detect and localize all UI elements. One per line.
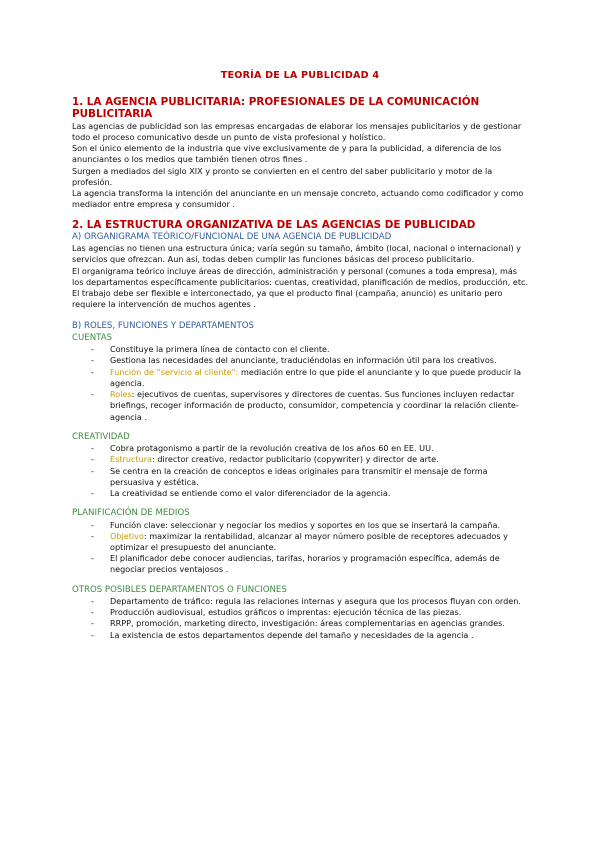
- list-item: - Cobra protagonismo a partir de la revolución creativa de los años 60 en EE. UU.: [91, 443, 434, 454]
- otros-heading: OTROS POSIBLES DEPARTAMENTOS O FUNCIONES: [72, 584, 287, 595]
- list-item: - Constituye la primera línea de contacto con el cliente.: [91, 344, 330, 355]
- paragraph: Son el único elemento de la industria que vive exclusivamente de y para la publicidad, a diferencia de los anunciantes o los medios que también tienen otros fines .: [72, 143, 502, 165]
- list-item: - Departamento de tráfico: regula las relaciones internas y asegura que los procesos fluyan con orden.: [91, 595, 521, 606]
- paragraph: Surgen a mediados del siglo XIX y pronto se convierten en el centro del saber publicitario y motor de la profesión.: [72, 165, 493, 187]
- cuentas-heading: CUENTAS: [72, 332, 113, 343]
- list-item: - Estructura: director creativo, redactor publicitario (copywriter) y director de arte.: [91, 454, 439, 465]
- cuentas-list: [72, 344, 530, 422]
- list-item: - Producción audiovisual, estudios gráficos o imprentas: ejecución técnica de las piezas.: [91, 607, 462, 618]
- list-item: - Roles: ejecutivos de cuentas, supervisores y directores de cuentas. Sus funciones incluyen redactar briefings, recoger información de producto, consumidor, competencia y coordinar la relación cliente-agencia .: [91, 389, 519, 422]
- list-item: - El planificador debe conocer audiencias, tarifas, horarios y programación específica, además de negociar precios ventajosos .: [91, 553, 500, 575]
- list-item: - La creatividad se entiende como el valor diferenciador de la agencia.: [91, 487, 391, 498]
- section-2-heading: 2. LA ESTRUCTURA ORGANIZATIVA DE LAS AGENCIAS DE PUBLICIDAD: [72, 219, 476, 232]
- list-item: - Función clave: seleccionar y negociar los medios y soportes en los que se insertará la campaña.: [91, 519, 501, 530]
- creatividad-list: [72, 443, 530, 499]
- document-title: TEORÍA DE LA PUBLICIDAD 4: [220, 70, 380, 81]
- list-item: - Gestiona las necesidades del anunciante, traduciéndolas en información útil para los creativos.: [91, 355, 497, 366]
- list-item: - Función de “servicio al cliente”: mediación entre lo que pide el anunciante y lo que puede producir la agencia.: [91, 366, 522, 388]
- creatividad-heading: CREATIVIDAD: [72, 431, 130, 442]
- otros-list: [72, 596, 530, 641]
- section-1-heading: 1. LA AGENCIA PUBLICITARIA: PROFESIONALES DE LA COMUNICACIÓN PUBLICITARIA: [72, 96, 480, 121]
- paragraph: Las agencias de publicidad son las empresas encargadas de elaborar los mensajes publicitarios y de gestionar todo el proceso comunicativo desde un punto de vista profesional y holístico.: [72, 120, 522, 143]
- subsection-b-heading: B) ROLES, FUNCIONES Y DEPARTAMENTOS: [72, 321, 254, 332]
- list-item: - Objetivo: maximizar la rentabilidad, alcanzar al mayor número posible de receptores adecuados y optimizar el presupuesto del anunciante.: [91, 530, 508, 552]
- paragraph: El trabajo debe ser flexible e interconectado, ya que el producto final (campaña, anuncio) es unitario pero requiere la intervención de muchos agentes .: [72, 288, 503, 310]
- list-item: - Se centra en la creación de conceptos e ideas originales para transmitir el mensaje de forma persuasiva y estética.: [91, 465, 488, 487]
- medios-list: [72, 520, 530, 576]
- list-item: - La existencia de estos departamentos depende del tamaño y necesidades de la agencia .: [91, 629, 474, 640]
- document-body: [72, 96, 530, 641]
- paragraph: La agencia transforma la intención del anunciante en un mensaje concreto, actuando como codificador y como mediador entre empresa y consumidor .: [72, 188, 524, 210]
- paragraph: El organigrama teórico incluye áreas de dirección, administración y personal (comunes a toda empresa), más los departamentos específicamente publicitarios: cuentas, creatividad, planificación de medios, producción, etc.: [72, 265, 529, 287]
- paragraph: Las agencias no tienen una estructura única; varía según su tamaño, ámbito (local, nacional o internacional) y servicios que ofrezcan. Aun así, todas deben cumplir las funciones básicas del proceso publicitario.: [72, 243, 521, 265]
- subsection-a-heading: A) ORGANIGRAMA TEÓRICO/FUNCIONAL DE UNA AGENCIA DE PUBLICIDAD: [72, 231, 392, 242]
- list-item: - RRPP, promoción, marketing directo, investigación: áreas complementarias en agencias grandes.: [91, 618, 505, 629]
- medios-heading: PLANIFICACIÓN DE MEDIOS: [72, 508, 190, 519]
